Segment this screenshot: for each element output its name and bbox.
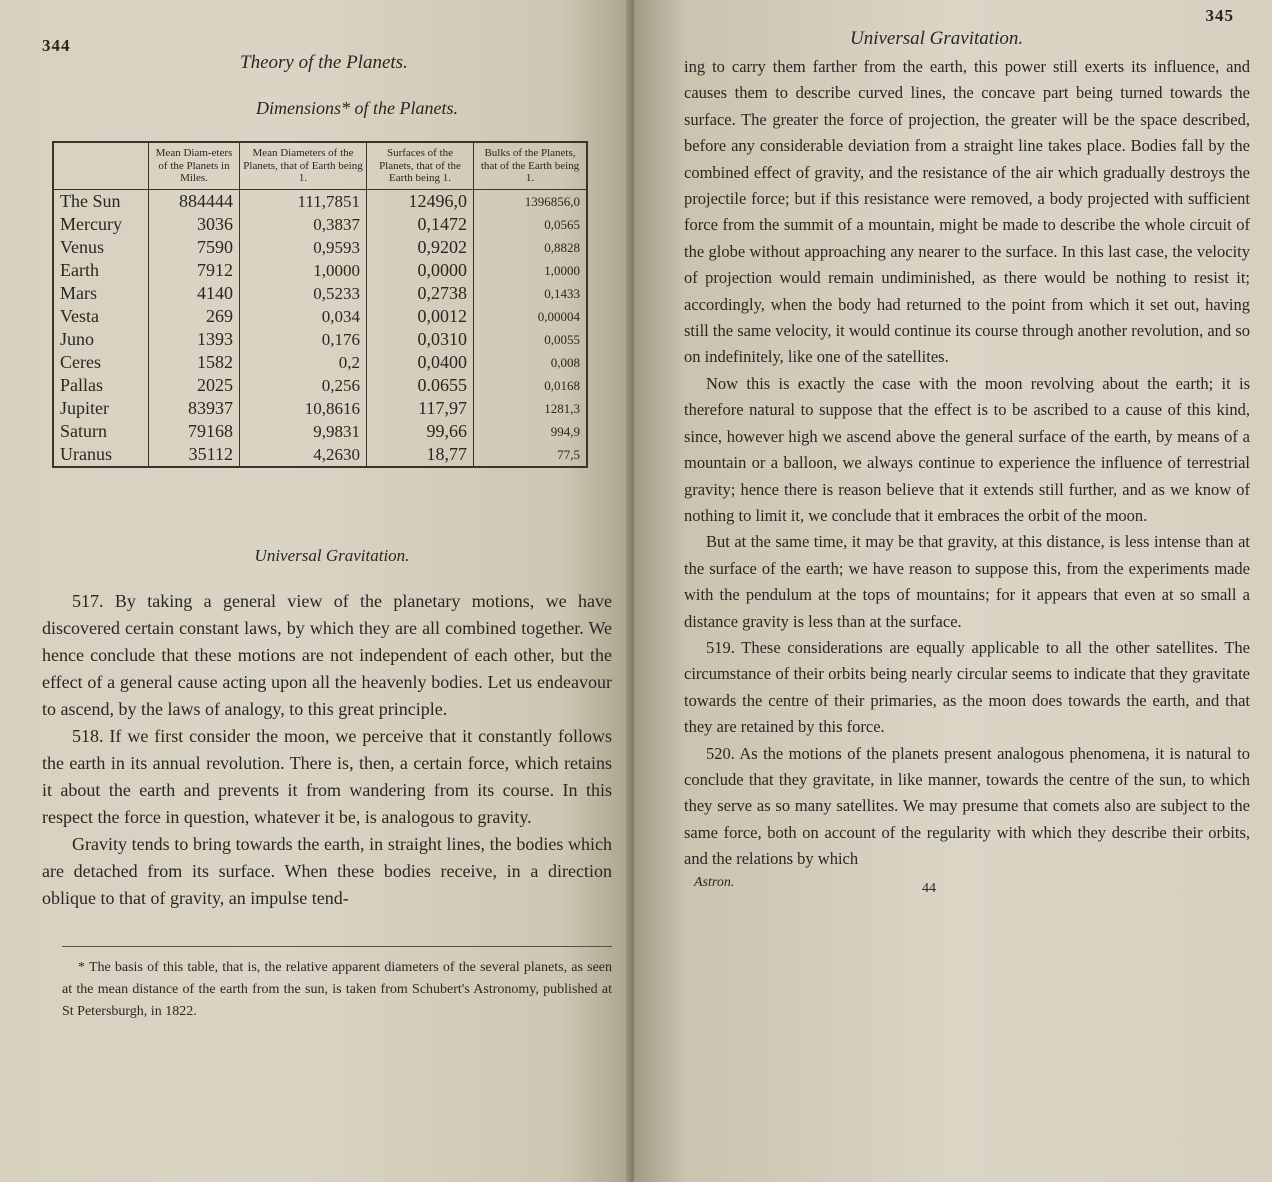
paragraph: 519. These considerations are equally applicable to all the other satellites. The circumstance of their orbits being nearly circular seems to indicate that they gravitate towards the centre of their primaries, as the moon does towards the earth, and that they are retained by this force. bbox=[684, 637, 1250, 737]
table-cell: 1,0000 bbox=[474, 259, 588, 282]
table-cell: 99,66 bbox=[367, 420, 474, 443]
table-cell: 0,9593 bbox=[240, 236, 367, 259]
paragraph: But at the same time, it may be that gravity, at this distance, is less intense than at the surface of the earth; we have reason to suppose this, from the experiments made with the pendulum at the tops of mountains; for it appears that even at so small a distance gravity is less than at the surface. bbox=[684, 532, 1250, 631]
planet-name-cell: Pallas bbox=[60, 374, 103, 395]
table-row bbox=[53, 282, 587, 305]
planet-name-cell: Mars bbox=[60, 282, 97, 303]
table-title: Dimensions* of the Planets. bbox=[256, 98, 458, 118]
table-header-row bbox=[53, 142, 587, 189]
table-cell: 111,7851 bbox=[240, 189, 367, 213]
planet-name-cell: Juno bbox=[60, 328, 95, 349]
planet-name-cell: Jupiter bbox=[60, 397, 109, 418]
planet-name-cell: Mercury bbox=[60, 213, 122, 234]
running-title: Theory of the Planets. bbox=[240, 52, 408, 73]
table-row bbox=[53, 213, 587, 236]
table-cell: 1393 bbox=[149, 328, 240, 351]
table-cell: 1281,3 bbox=[474, 397, 588, 420]
table-row bbox=[53, 305, 587, 328]
footnote: * The basis of this table, that is, the relative apparent diameters of the several planets, as seen at the mean distance of the earth from the sun, is taken from Schubert's Astronomy, published at St Petersburgh, in 1822. bbox=[62, 946, 612, 1023]
paragraph: ing to carry them farther from the earth, this power still exerts its influence, and causes them to describe curved lines, the concave part being turned towards the surface. The greater the force of projection, the greater will be the space described, before any considerable deviation from a straight line takes place. Bodies fall by the combined effect of gravity, and the resistance of the air which gradually destroys the projectile force; but if this resistance were removed, a body projected with sufficient force from the summit of a mountain, might be made to describe the whole circuit of the globe without approaching any nearer to the surface. In this last case, the velocity of projection would remain undiminished, as there would be nothing to resist it; accordingly, when the body had returned to the point from which it set out, having still the same velocity, it would continue its course through another revolution, and so on indefinitely, like one of the satellites. bbox=[684, 57, 1250, 367]
table-cell: 12496,0 bbox=[367, 189, 474, 213]
table-header: Mean Diameters of the Planets, that of Earth being 1. bbox=[240, 142, 367, 189]
planet-name-cell: Earth bbox=[60, 259, 99, 280]
table-cell: 2025 bbox=[149, 374, 240, 397]
right-running-head bbox=[684, 4, 1250, 54]
planet-name-cell: Vesta bbox=[60, 305, 99, 326]
table-cell: 0,256 bbox=[240, 374, 367, 397]
table-row bbox=[53, 189, 587, 213]
table-cell: 77,5 bbox=[474, 443, 588, 467]
table-header: Bulks of the Planets, that of the Earth being 1. bbox=[474, 142, 588, 189]
paragraph: 520. As the motions of the planets present analogous phenomena, it is natural to conclude that they gravitate, in like manner, towards the centre of the sun, to which they serve as so many satellites. We may presume that comets also are subject to the same force, both on account of the regularity with which they describe their orbits, and the relations by which bbox=[684, 743, 1250, 869]
page-number: 344 bbox=[42, 36, 71, 55]
section-heading: Universal Gravitation. bbox=[254, 545, 410, 565]
table-cell: 18,77 bbox=[367, 443, 474, 467]
planet-name-cell: Uranus bbox=[60, 443, 112, 464]
table-cell: 7912 bbox=[149, 259, 240, 282]
table-cell: 0,2738 bbox=[367, 282, 474, 305]
table-row bbox=[53, 351, 587, 374]
table-row bbox=[53, 328, 587, 351]
table-header bbox=[53, 142, 149, 189]
planet-name-cell: Saturn bbox=[60, 420, 107, 441]
table-body bbox=[53, 189, 587, 467]
table-cell: 79168 bbox=[149, 420, 240, 443]
table-cell: 0,5233 bbox=[240, 282, 367, 305]
table-cell: 0,1472 bbox=[367, 213, 474, 236]
table-cell: 0,008 bbox=[474, 351, 588, 374]
table-cell: 884444 bbox=[149, 189, 240, 213]
table-cell: 3036 bbox=[149, 213, 240, 236]
table-cell: 0,3837 bbox=[240, 213, 367, 236]
table-cell: 35112 bbox=[149, 443, 240, 467]
table-cell: 0,0565 bbox=[474, 213, 588, 236]
table-cell: 117,97 bbox=[367, 397, 474, 420]
table-cell: 0,0000 bbox=[367, 259, 474, 282]
table-cell: 10,8616 bbox=[240, 397, 367, 420]
table-row bbox=[53, 259, 587, 282]
table-cell: 4,2630 bbox=[240, 443, 367, 467]
table-cell: 0,2 bbox=[240, 351, 367, 374]
table-row bbox=[53, 397, 587, 420]
table-cell: 83937 bbox=[149, 397, 240, 420]
table-cell: 0,0012 bbox=[367, 305, 474, 328]
paragraph: Gravity tends to bring towards the earth, in straight lines, the bodies which are detached from its surface. When these bodies receive, in a direction oblique to that of gravity, an impulse tend- bbox=[42, 833, 612, 908]
signature-number: 44 bbox=[922, 880, 936, 896]
table-cell: 0,034 bbox=[240, 305, 367, 328]
table-cell: 0,176 bbox=[240, 328, 367, 351]
signature-label: Astron. bbox=[694, 874, 735, 890]
table-row bbox=[53, 236, 587, 259]
table-cell: 0,0310 bbox=[367, 328, 474, 351]
table-cell: 0,0055 bbox=[474, 328, 588, 351]
table-cell: 0,1433 bbox=[474, 282, 588, 305]
table-header: Mean Diam-eters of the Planets in Miles. bbox=[149, 142, 240, 189]
running-title: Universal Gravitation. bbox=[850, 28, 1024, 49]
planet-name-cell: The Sun bbox=[60, 190, 121, 211]
table-cell: 0.0655 bbox=[367, 374, 474, 397]
table-cell: 0,0168 bbox=[474, 374, 588, 397]
left-running-head bbox=[42, 30, 612, 80]
table-cell: 269 bbox=[149, 305, 240, 328]
table-header: Surfaces of the Planets, that of the Earth being 1. bbox=[367, 142, 474, 189]
table-row bbox=[53, 420, 587, 443]
table-cell: 4140 bbox=[149, 282, 240, 305]
table-cell: 994,9 bbox=[474, 420, 588, 443]
table-row bbox=[53, 374, 587, 397]
planet-name-cell: Venus bbox=[60, 236, 104, 257]
table-cell: 1,0000 bbox=[240, 259, 367, 282]
table-cell: 0,8828 bbox=[474, 236, 588, 259]
table-cell: 9,9831 bbox=[240, 420, 367, 443]
planet-dimensions-table bbox=[52, 141, 588, 468]
paragraph: 518. If we first consider the moon, we perceive that it constantly follows the earth in its annual revolution. There is, then, a certain force, which retains it about the earth and prevents it from wandering from its course. In this respect the force in question, whatever it be, is analogous to gravity. bbox=[42, 725, 612, 827]
table-cell: 1582 bbox=[149, 351, 240, 374]
table-cell: 7590 bbox=[149, 236, 240, 259]
table-cell: 0,00004 bbox=[474, 305, 588, 328]
right-page bbox=[634, 0, 1272, 1182]
planet-name-cell: Ceres bbox=[60, 351, 101, 372]
paragraph: Now this is exactly the case with the moon revolving about the earth; it is therefore natural to suppose that the effect is to be ascribed to a cause of this kind, since, however high we ascend above the general surface of the earth, by means of a mountain or a balloon, we always continue to experience the influence of terrestrial gravity; hence there is reason believe that it extends still further, and as we know of nothing to limit it, we conclude that it embraces the orbit of the moon. bbox=[684, 373, 1250, 525]
table-cell: 0,0400 bbox=[367, 351, 474, 374]
paragraph: 517. By taking a general view of the planetary motions, we have discovered certain constant laws, by which they are all combined together. We hence conclude that these motions are not independent of each other, but the effect of a general cause acting upon all the heavenly bodies. Let us endeavour to ascend, by the laws of analogy, to this great principle. bbox=[42, 590, 612, 719]
table-cell: 0,9202 bbox=[367, 236, 474, 259]
page-number: 345 bbox=[1205, 6, 1234, 25]
signature-line bbox=[684, 875, 1250, 901]
table-row bbox=[53, 443, 587, 467]
table-cell: 1396856,0 bbox=[474, 189, 588, 213]
